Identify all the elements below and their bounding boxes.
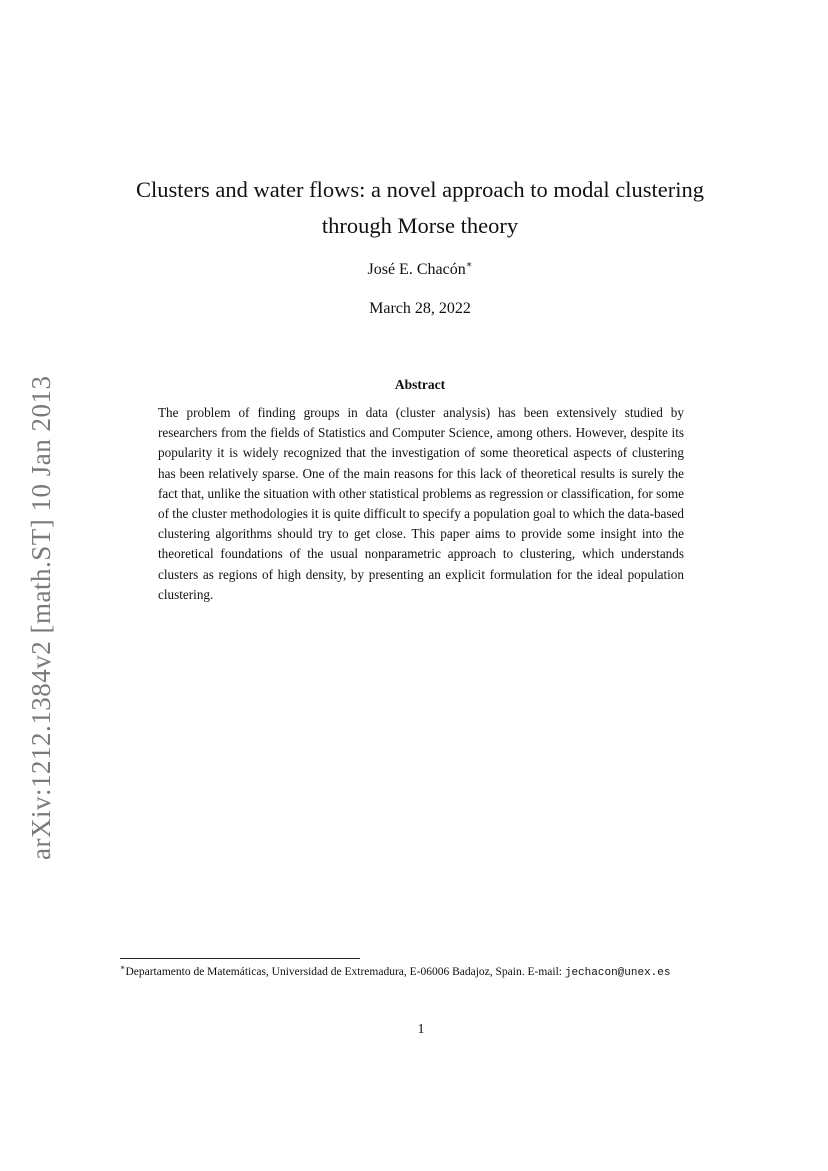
arxiv-identifier-stamp: arXiv:1212.1384v2 [math.ST] 10 Jan 2013 bbox=[26, 375, 56, 860]
footnote-divider bbox=[120, 958, 360, 959]
abstract-heading: Abstract bbox=[394, 377, 446, 392]
author-name: José E. Chacón bbox=[367, 261, 466, 278]
author-footnote-mark[interactable]: ∗ bbox=[465, 259, 473, 271]
author-affiliation-footnote bbox=[120, 962, 722, 983]
paper-date: March 28, 2022 bbox=[369, 300, 471, 317]
footnote-email[interactable]: jechacon@unex.es bbox=[564, 967, 671, 979]
author-line bbox=[120, 259, 720, 281]
abstract-body: The problem of finding groups in data (cluster analysis) has been extensively studied by researchers from the fields of Statistics and Computer Science, among others. However, despite its popularity it is widely recognized that the investigation of some theoretical aspects of clustering has been relatively sparse. One of the main reasons for this lack of theoretical results is surely the fact that, unlike the situation with other statistical problems as regression or classification, for some of the cluster methodologies it is quite difficult to specify a population goal to which the data-based clustering algorithms should try to get close. This paper aims to provide some insight into the theoretical foundations of the usual nonparametric approach to clustering, which understands clusters as regions of high density, by presenting an explicit formulation for the ideal population clustering. bbox=[158, 405, 684, 602]
page-number: 1 bbox=[417, 1022, 425, 1037]
footnote-affiliation-text: Departamento de Matemáticas, Universidad de Extremadura, E-06006 Badajoz, Spain. E-mail: bbox=[125, 966, 562, 978]
footnote-mark: ∗ bbox=[120, 963, 126, 973]
paper-title: Clusters and water flows: a novel approach to modal clustering through Morse theory bbox=[136, 177, 704, 238]
